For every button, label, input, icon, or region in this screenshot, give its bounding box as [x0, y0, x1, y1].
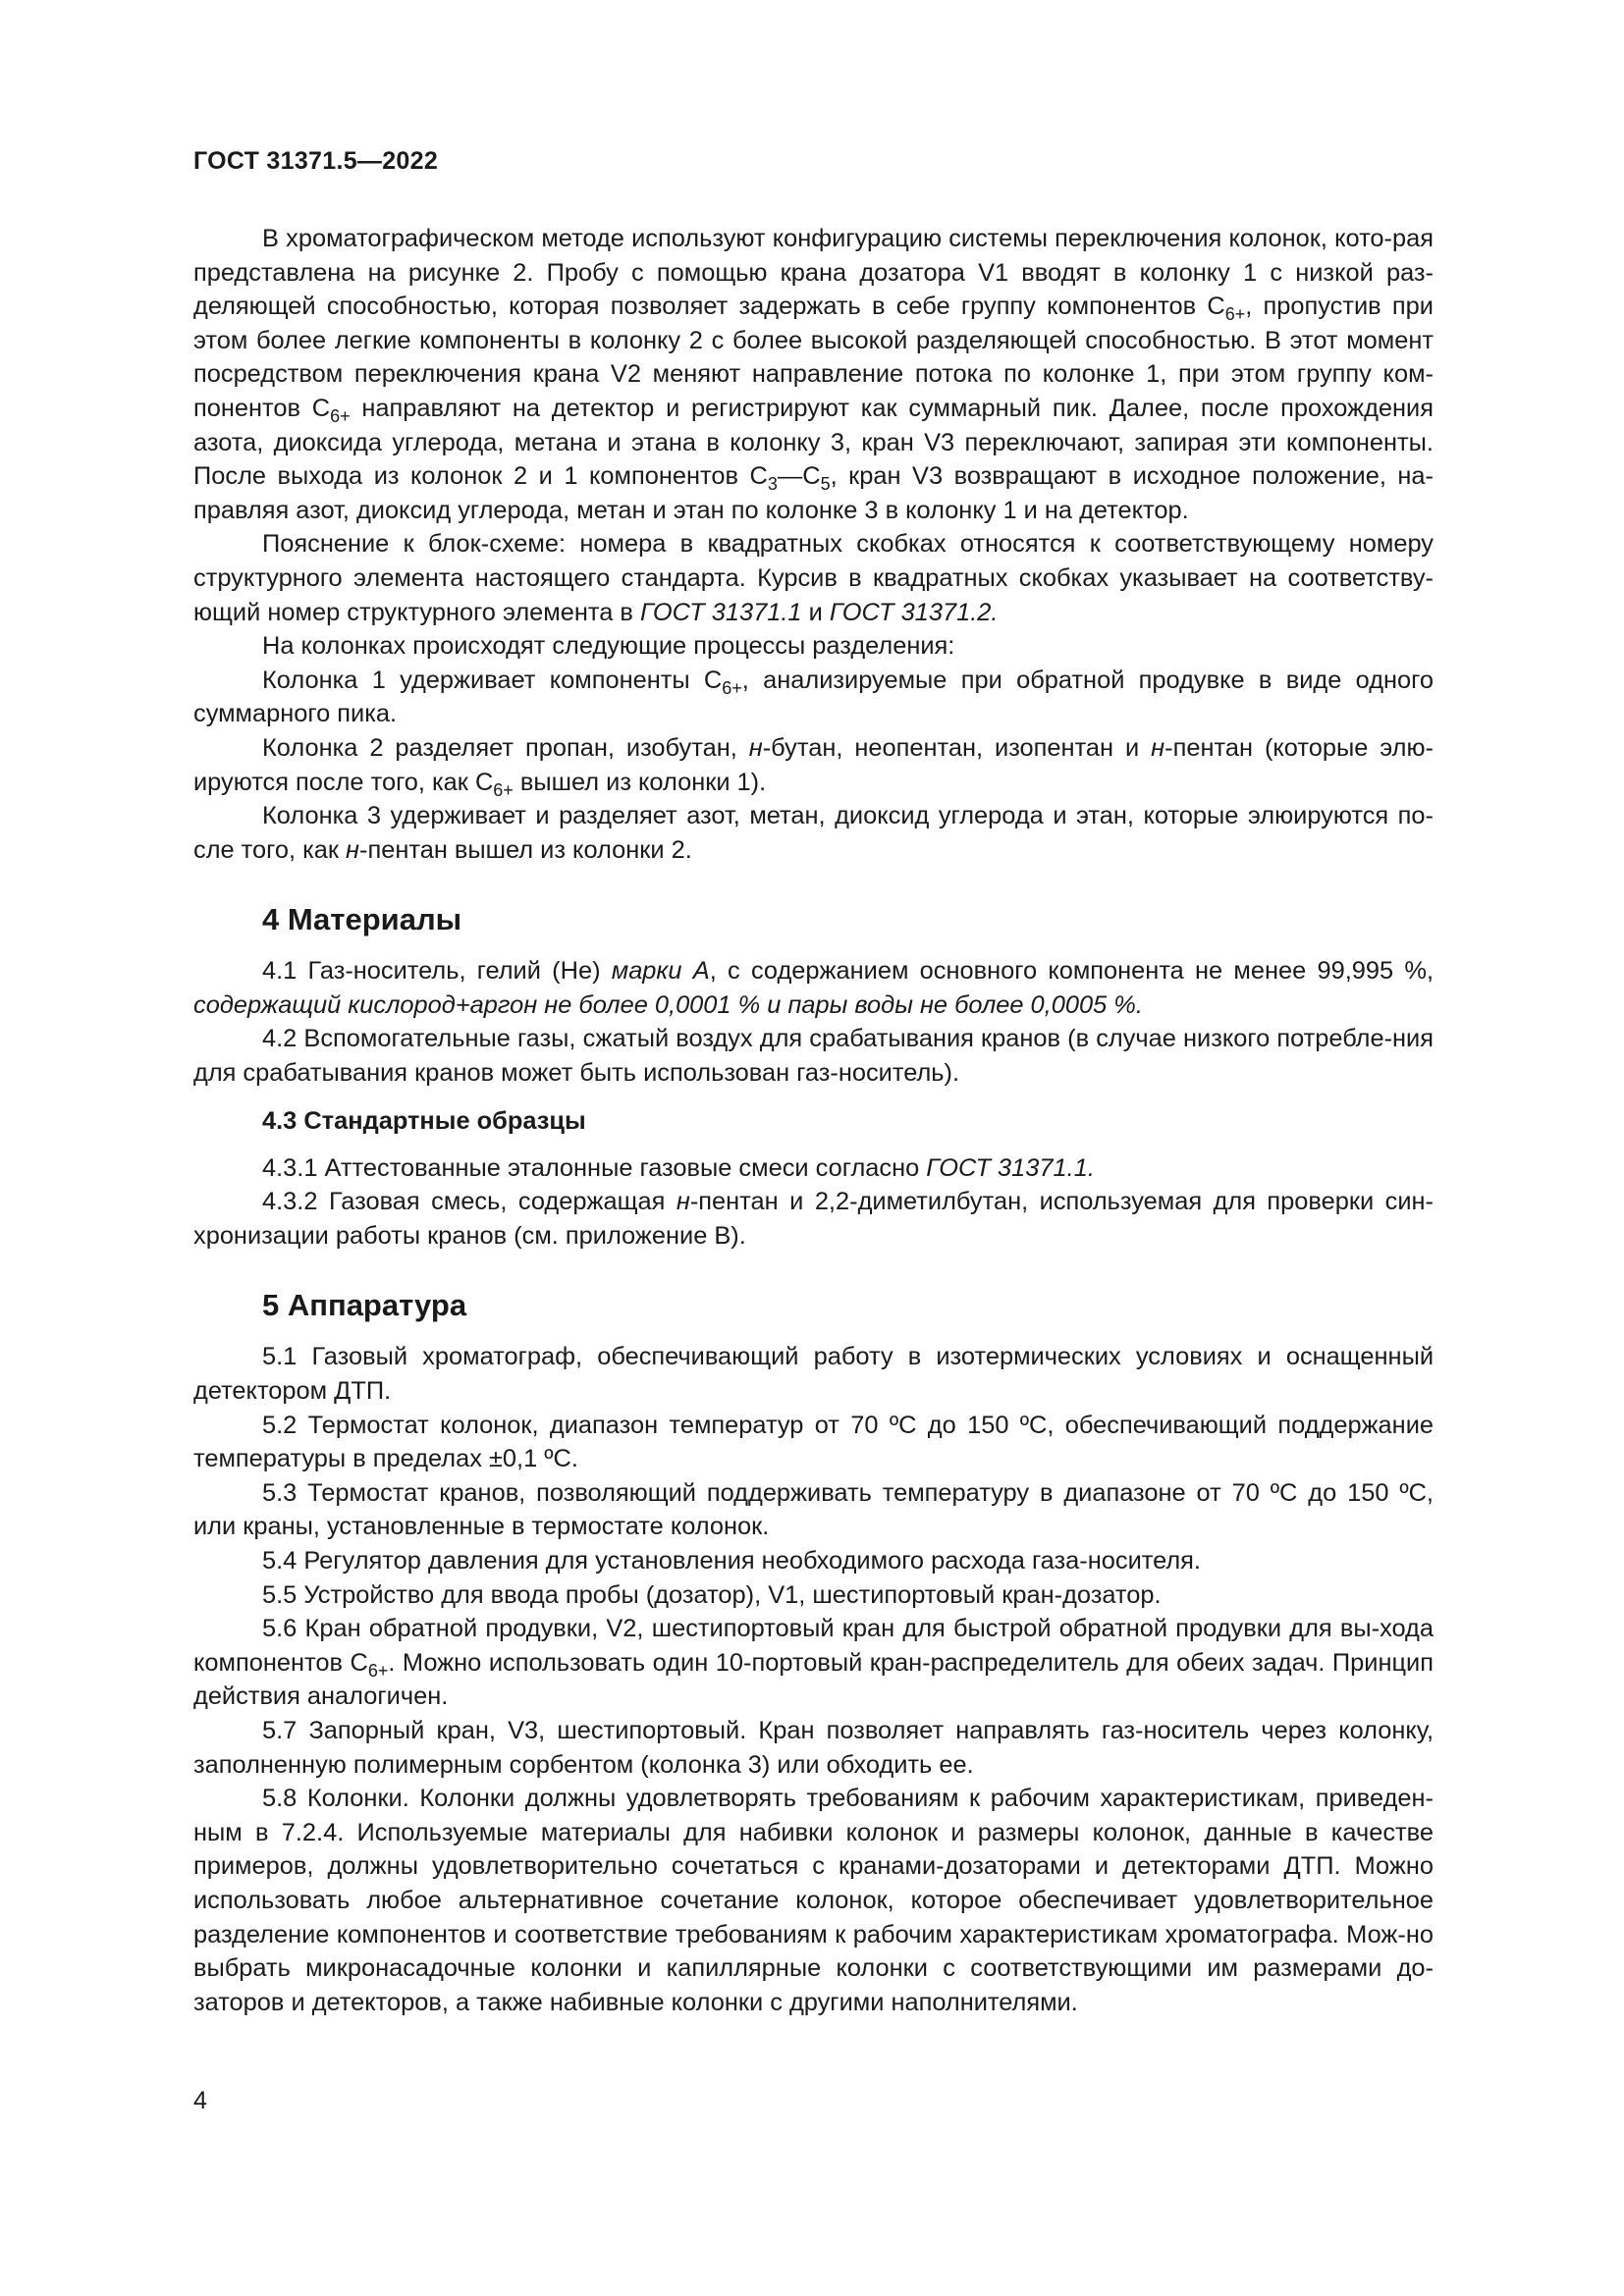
paragraph-5-2: 5.2 Термостат колонок, диапазон температур от 70 ºС до 150 ºС, обеспечивающий поддержание температуры в пределах ±0,1 ºС.	[193, 1411, 1434, 1473]
reference-gost-31371-1: ГОСТ 31371.1.	[926, 1153, 1095, 1182]
page-number: 4	[193, 2087, 207, 2114]
standard-code-header: ГОСТ 31371.5—2022	[193, 147, 439, 175]
reference-gost-31371-1: ГОСТ 31371.1	[639, 598, 802, 626]
section-4-heading: 4 Материалы	[262, 902, 462, 937]
paragraph-4-3-2: 4.3.2 Газовая смесь, содержащая н-пентан и 2,2-диметилбутан, используемая для проверки син-хронизации работы кранов (см. приложение В).	[193, 1188, 1434, 1250]
paragraph-5-6: 5.6 Кран обратной продувки, V2, шестипортовый кран для быстрой обратной продувки для вы-хода компонентов $С_{6+}$. Можно использовать один 10-портовый кран-распределитель для обеих задач. Принцип действия аналогичен.	[193, 1615, 1434, 1711]
paragraph-column-1: Колонка 1 удерживает компоненты $С_{6+}$, анализируемые при обратной продувке в виде одного суммарного пика.	[193, 666, 1434, 728]
subsection-4-3-heading: 4.3 Стандартные образцы	[262, 1106, 586, 1135]
paragraph-5-8: 5.8 Колонки. Колонки должны удовлетворять требованиям к рабочим характеристикам, приведен-ным в 7.2.4. Используемые материалы для набивки колонок и размеры колонок, данные в качестве примеров, должны удовлетворительно сочетаться с кранами-дозаторами и детекторами ДТП. Можно использовать любое альтернативное сочетание колонок, которое обеспечивает удовлетворительное разделение компонентов и соответствие требованиям к рабочим характеристикам хроматографа. Мож-но выбрать микронасадочные колонки и капиллярные колонки с соответствующими им размерами до-заторов и детекторов, а также набивные колонки с другими наполнителями.	[193, 1785, 1434, 2016]
paragraph-4-2: 4.2 Вспомогательные газы, сжатый воздух для срабатывания кранов (в случае низкого потребле-ния для срабатывания кранов может быть использован газ-носитель).	[193, 1025, 1434, 1088]
paragraph-5-1: 5.1 Газовый хроматограф, обеспечивающий работу в изотермических условиях и оснащенный детектором ДТП.	[193, 1343, 1434, 1406]
paragraph-5-4: 5.4 Регулятор давления для установления необходимого расхода газа-носителя.	[262, 1547, 1201, 1575]
document-body	[193, 222, 1434, 2019]
paragraph-5-5: 5.5 Устройство для ввода пробы (дозатор), V1, шестипортовый кран-дозатор.	[262, 1580, 1162, 1609]
paragraph-4-3-1: 4.3.1 Аттестованные эталонные газовые смеси согласно ГОСТ 31371.1.	[262, 1153, 1095, 1182]
paragraph-5-3: 5.3 Термостат кранов, позволяющий поддерживать температуру в диапазоне от 70 ºС до 150 ºС, или краны, установленные в термостате колонок.	[193, 1478, 1434, 1541]
paragraph-method-description: В хроматографическом методе используют конфигурацию системы переключения колонок, кото-рая представлена на рисунке 2. Пробу с помощью крана дозатора V1 вводят в колонку 1 с низкой раз-деляющей способностью, которая позволяет задержать в себе группу компонентов $С_{6+}$, пропустив при этом более легкие компоненты в колонку 2 с более высокой разделяющей способностью. В этот момент посредством переключения крана V2 меняют направление потока по колонке 1, при этом группу ком-понентов $С_{6+}$ направляют на детектор и регистрируют как суммарный пик. Далее, после прохождения азота, диоксида углерода, метана и этана в колонку 3, кран V3 переключают, запирая эти компоненты. После выхода из колонок 2 и 1 компонентов $С_3—С_5$, кран V3 возвращают в исходное положение, на-правляя азот, диоксид углерода, метан и этан по колонке 3 в колонку 1 и на детектор.	[193, 225, 1435, 524]
reference-gost-31371-2: ГОСТ 31371.2.	[829, 598, 999, 626]
paragraph-5-7: 5.7 Запорный кран, V3, шестипортовый. Кран позволяет направлять газ-носитель через колонку, заполненную полимерным сорбентом (колонка 3) или обходить ее.	[193, 1716, 1434, 1779]
section-5-heading: 5 Аппаратура	[262, 1288, 467, 1323]
paragraph-column-2: Колонка 2 разделяет пропан, изобутан, н-бутан, неопентан, изопентан и н-пентан (которые элю-ируются после того, как $С_{6+}$ вышел из колонки 1).	[193, 733, 1434, 800]
paragraph-4-1: 4.1 Газ-носитель, гелий (Не) марки А, с содержанием основного компонента не менее 99,995 %, содержащий кислород+аргон не более 0,0001 % и пары воды не более 0,0005 %.	[193, 957, 1435, 1019]
paragraph-block-scheme-note: Пояснение к блок-схеме: номера в квадратных скобках относятся к соответствующему номеру структурного элемента настоящего стандарта. Курсив в квадратных скобках указывает на соответству-ющий номер структурного элемента в ГОСТ 31371.1 и ГОСТ 31371.2.	[193, 530, 1434, 626]
paragraph-column-3: Колонка 3 удерживает и разделяет азот, метан, диоксид углерода и этан, которые элюируются по-сле того, как н-пентан вышел из колонки 2.	[193, 802, 1434, 864]
paragraph-separation-intro: На колонках происходят следующие процессы разделения:	[262, 632, 955, 661]
